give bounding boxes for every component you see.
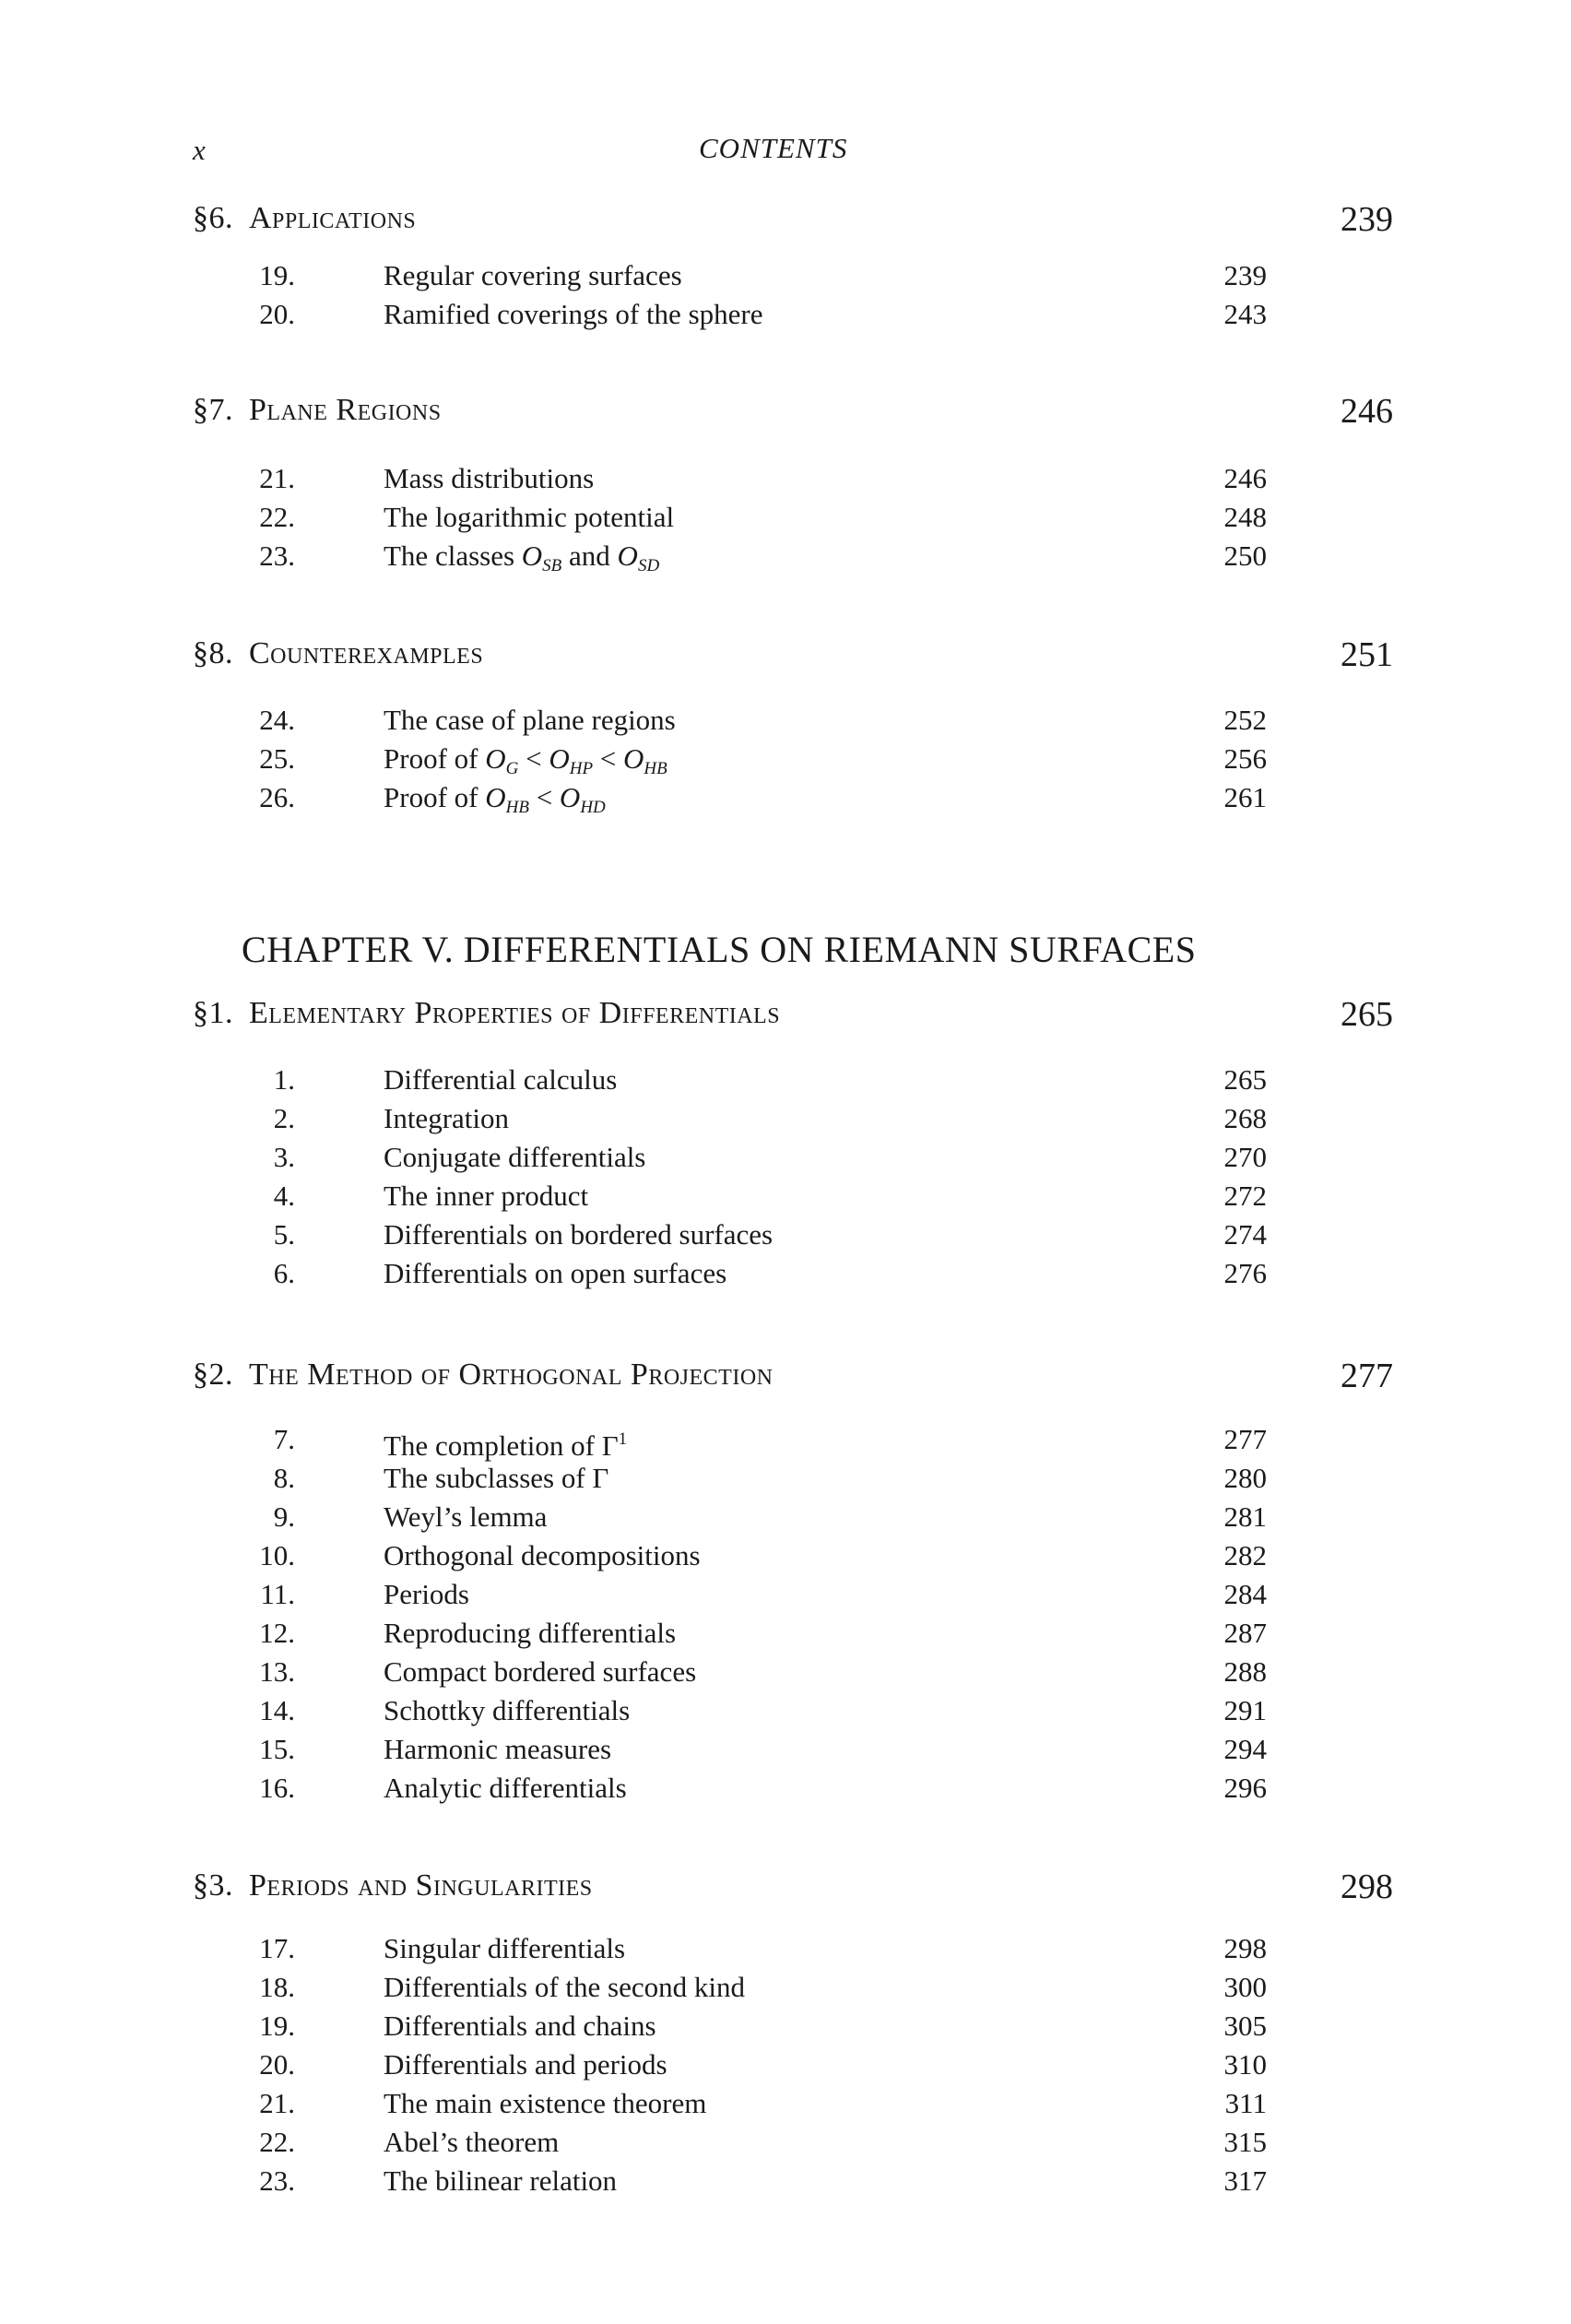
entry-title: Differential calculus <box>384 1063 618 1096</box>
section-page: 298 <box>1341 1868 1393 1906</box>
chapter-title: CHAPTER V. DIFFERENTIALS ON RIEMANN SURFACES <box>242 929 1197 970</box>
section-title: Plane Regions <box>249 393 442 427</box>
toc-entry <box>259 701 1267 740</box>
entry-number: 19. <box>259 2010 295 2042</box>
toc-entry <box>259 2084 1267 2123</box>
section-page: 251 <box>1341 635 1393 674</box>
entry-title: Differentials on bordered surfaces <box>384 1218 774 1251</box>
entry-page: 294 <box>1223 1733 1267 1765</box>
entry-title: Proof of $O_G < O_{HP} < O_{HB}$ <box>384 742 667 778</box>
toc-entry <box>273 1459 1267 1498</box>
entry-page: 315 <box>1223 2126 1267 2158</box>
toc-entry <box>260 1575 1267 1614</box>
toc-entry <box>259 256 1267 295</box>
section-label: §6. <box>193 201 233 235</box>
entry-title: The bilinear relation <box>384 2164 618 2197</box>
entry-page: 248 <box>1223 501 1267 533</box>
entry-title: Singular differentials <box>384 1932 626 1964</box>
entry-title: Weyl’s lemma <box>384 1500 548 1533</box>
page-folio: x <box>193 134 206 166</box>
entry-number: 13. <box>259 1655 295 1688</box>
entry-page: 317 <box>1223 2164 1267 2197</box>
entry-title: The inner product <box>384 1180 589 1212</box>
toc-entry <box>259 2123 1267 2162</box>
entry-title: The case of plane regions <box>384 704 676 736</box>
entry-title: Schottky differentials <box>384 1694 631 1726</box>
entry-title: Ramified coverings of the sphere <box>384 298 763 330</box>
entry-title: Integration <box>384 1102 510 1134</box>
entry-page: 276 <box>1223 1257 1267 1289</box>
entry-page: 287 <box>1223 1617 1267 1649</box>
entry-number: 9. <box>273 1500 295 1533</box>
entry-number: 8. <box>273 1462 295 1494</box>
toc-entry <box>259 1929 1267 1968</box>
entry-title: The logarithmic potential <box>384 501 675 533</box>
entry-title: Analytic differentials <box>384 1772 627 1804</box>
section-title: The Method of Orthogonal Projection <box>249 1358 774 1392</box>
entry-title: Proof of $O_{HB} < O_{HD}$ <box>384 781 606 817</box>
entry-number: 18. <box>259 1971 295 2003</box>
entry-title: Regular covering surfaces <box>384 259 682 291</box>
entry-page: 252 <box>1223 704 1267 736</box>
toc-entry <box>259 1730 1267 1769</box>
entry-title: Conjugate differentials <box>384 1141 646 1173</box>
entry-page: 272 <box>1223 1180 1267 1212</box>
toc-entry <box>259 295 1267 334</box>
entry-page: 277 <box>1223 1423 1267 1455</box>
toc-entry <box>259 1614 1267 1653</box>
entry-title: Reproducing differentials <box>384 1617 677 1649</box>
entry-title: Abel’s theorem <box>384 2126 560 2158</box>
entry-page: 239 <box>1223 259 1267 291</box>
entry-page: 256 <box>1223 742 1267 775</box>
entry-page: 250 <box>1223 540 1267 572</box>
toc-entry <box>259 459 1267 498</box>
entry-number: 5. <box>273 1218 295 1251</box>
toc-entry <box>259 1691 1267 1730</box>
toc-entry <box>259 537 1267 575</box>
toc-entry <box>273 1498 1267 1536</box>
toc-entry <box>273 1099 1267 1138</box>
entry-page: 284 <box>1223 1578 1267 1610</box>
entry-number: 2. <box>273 1102 295 1134</box>
entry-page: 298 <box>1223 1932 1267 1964</box>
entry-page: 288 <box>1223 1655 1267 1688</box>
toc-entry <box>273 1215 1267 1254</box>
entry-number: 26. <box>259 781 295 813</box>
entry-page: 296 <box>1223 1772 1267 1804</box>
entry-page: 274 <box>1223 1218 1267 1251</box>
entry-number: 11. <box>260 1578 295 1610</box>
entry-title: Differentials and periods <box>384 2048 667 2081</box>
entry-number: 23. <box>259 2164 295 2197</box>
section-title: Applications <box>249 201 417 235</box>
entry-page: 311 <box>1224 2087 1267 2119</box>
toc-entry <box>273 1420 1267 1462</box>
entry-title: Periods <box>384 1578 469 1610</box>
toc-entry <box>259 2162 1267 2200</box>
entry-title: Orthogonal decompositions <box>384 1539 701 1571</box>
entry-number: 6. <box>273 1257 295 1289</box>
toc-entry <box>273 1254 1267 1293</box>
section-page: 239 <box>1341 200 1393 239</box>
entry-title: Differentials and chains <box>384 2010 656 2042</box>
entry-title: The subclasses of Γ <box>384 1462 609 1494</box>
section-title: Periods and Singularities <box>249 1868 593 1903</box>
toc-entry <box>259 1968 1267 2007</box>
entry-title: Differentials on open surfaces <box>384 1257 727 1289</box>
entry-number: 15. <box>259 1733 295 1765</box>
section-page: 265 <box>1341 995 1393 1034</box>
section-label: §7. <box>193 393 233 427</box>
entry-number: 3. <box>273 1141 295 1173</box>
section-page: 277 <box>1341 1357 1393 1395</box>
entry-number: 19. <box>259 259 295 291</box>
toc-entry <box>259 2007 1267 2045</box>
toc-entry <box>259 1769 1267 1808</box>
section-label: §8. <box>193 636 233 670</box>
section-heading <box>193 636 483 671</box>
section-page: 246 <box>1341 392 1393 431</box>
entry-number: 1. <box>273 1063 295 1096</box>
entry-number: 10. <box>259 1539 295 1571</box>
entry-number: 20. <box>259 2048 295 2081</box>
section-heading <box>193 1868 593 1903</box>
entry-number: 22. <box>259 501 295 533</box>
toc-entry <box>273 1061 1267 1099</box>
toc-entry <box>259 778 1267 817</box>
toc-entry <box>259 498 1267 537</box>
entry-page: 282 <box>1223 1539 1267 1571</box>
section-heading <box>193 996 780 1031</box>
entry-number: 24. <box>259 704 295 736</box>
entry-page: 268 <box>1223 1102 1267 1134</box>
entry-page: 300 <box>1223 1971 1267 2003</box>
entry-number: 16. <box>259 1772 295 1804</box>
section-title: Elementary Properties of Differentials <box>249 996 781 1030</box>
section-label: §1. <box>193 996 233 1030</box>
entry-page: 270 <box>1223 1141 1267 1173</box>
running-title: CONTENTS <box>699 132 848 164</box>
entry-page: 261 <box>1223 781 1267 813</box>
entry-number: 23. <box>259 540 295 572</box>
entry-page: 281 <box>1223 1500 1267 1533</box>
entry-title: The main existence theorem <box>384 2087 707 2119</box>
section-heading <box>193 1358 774 1393</box>
toc-entry <box>259 1653 1267 1691</box>
entry-number: 22. <box>259 2126 295 2158</box>
entry-page: 243 <box>1223 298 1267 330</box>
section-label: §2. <box>193 1358 233 1392</box>
entry-number: 7. <box>273 1423 295 1455</box>
entry-number: 12. <box>259 1617 295 1649</box>
entry-page: 310 <box>1223 2048 1267 2081</box>
entry-number: 20. <box>259 298 295 330</box>
section-label: §3. <box>193 1868 233 1903</box>
toc-entry <box>259 1536 1267 1575</box>
entry-title: Differentials of the second kind <box>384 1971 745 2003</box>
entry-number: 17. <box>259 1932 295 1964</box>
entry-page: 291 <box>1223 1694 1267 1726</box>
entry-number: 25. <box>259 742 295 775</box>
entry-title: The completion of $\Gamma^1$ <box>384 1429 628 1462</box>
entry-title: Compact bordered surfaces <box>384 1655 697 1688</box>
entry-number: 21. <box>259 2087 295 2119</box>
section-title: Counterexamples <box>249 636 484 670</box>
toc-entry <box>273 1177 1267 1215</box>
entry-page: 246 <box>1223 462 1267 494</box>
entry-page: 280 <box>1223 1462 1267 1494</box>
entry-page: 305 <box>1223 2010 1267 2042</box>
entry-number: 14. <box>259 1694 295 1726</box>
toc-entry <box>259 2045 1267 2084</box>
entry-page: 265 <box>1223 1063 1267 1096</box>
section-heading <box>193 201 416 236</box>
entry-number: 21. <box>259 462 295 494</box>
entry-title: Mass distributions <box>384 462 595 494</box>
section-heading <box>193 393 442 428</box>
toc-entry <box>259 740 1267 778</box>
entry-title: The classes $O_{SB}$ and $O_{SD}$ <box>384 540 660 575</box>
entry-number: 4. <box>273 1180 295 1212</box>
entry-title: Harmonic measures <box>384 1733 612 1765</box>
toc-entry <box>273 1138 1267 1177</box>
